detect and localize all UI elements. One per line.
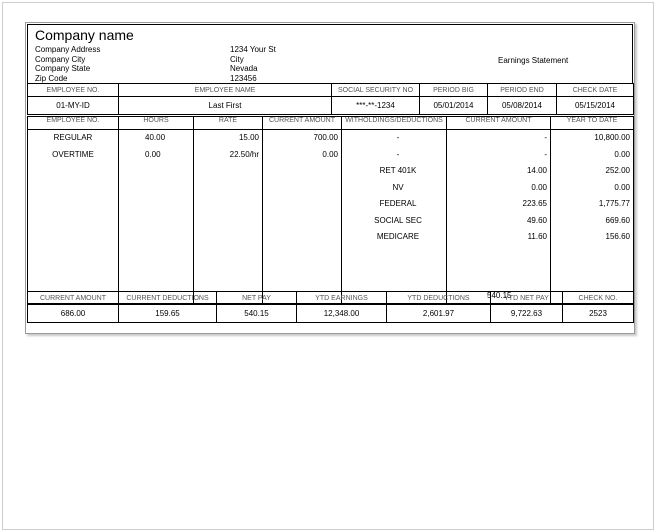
check-date-label: CHECK DATE xyxy=(557,84,634,97)
earn-amount-column xyxy=(263,130,342,304)
rate-overtime: 22.50/hr xyxy=(229,149,259,159)
employee-name: Last First xyxy=(119,97,332,115)
deductions-header: WITHOLDINGS/DEDUCTIONS xyxy=(342,117,447,130)
deduction-name: NV xyxy=(392,182,404,192)
ytd-header: YEAR TO DATE xyxy=(551,117,634,130)
ytd-column xyxy=(551,130,634,304)
total-current-deductions-label: CURRENT DEDUCTIONS xyxy=(119,292,217,305)
company-address-label: Company Address xyxy=(35,45,101,54)
hours-header: HOURS xyxy=(119,117,194,130)
deduction-current: 223.65 xyxy=(522,199,547,208)
ytd-deductions: 2,601.97 xyxy=(387,305,491,323)
net-pay-label: NET PAY xyxy=(217,292,297,305)
earn-amount-header: CURRENT AMOUNT xyxy=(263,117,342,130)
company-name: Company name xyxy=(35,27,134,43)
amount-regular: 700.00 xyxy=(313,133,338,142)
earn-type-column xyxy=(28,130,119,304)
deduction-current: - xyxy=(544,149,547,159)
employee-name-label: EMPLOYEE NAME xyxy=(119,84,332,97)
total-current-deductions: 159.65 xyxy=(119,305,217,323)
check-date: 05/15/2014 xyxy=(557,97,634,115)
deduction-name: - xyxy=(396,133,400,142)
deduction-current: 11.60 xyxy=(527,232,547,241)
rate-header: RATE xyxy=(194,117,263,130)
deduction-names-column xyxy=(342,130,447,304)
deduction-current-column xyxy=(447,130,551,304)
company-header xyxy=(27,24,633,84)
ytd-net-pay-label: YTD NET PAY xyxy=(491,292,563,305)
earnings-table xyxy=(27,116,634,304)
deduction-current: 14.00 xyxy=(526,166,547,175)
hours-column xyxy=(119,130,194,304)
amount-overtime: 0.00 xyxy=(322,149,338,159)
totals-table xyxy=(27,291,634,323)
deduction-current: - xyxy=(544,133,547,142)
company-city: City xyxy=(230,54,244,64)
deduction-name: FEDERAL xyxy=(379,199,417,208)
company-labels xyxy=(35,45,100,83)
deduction-current: 49.60 xyxy=(526,215,547,225)
rate-regular: 15.00 xyxy=(238,133,259,142)
check-no-label: CHECK NO. xyxy=(563,292,634,305)
employee-no: 01-MY-ID xyxy=(28,97,119,115)
period-begin: 05/01/2014 xyxy=(420,97,488,115)
employee-no-label: EMPLOYEE NO. xyxy=(28,84,119,97)
ssn-label: SOCIAL SECURITY NO xyxy=(332,84,420,97)
company-address: 1234 Your St xyxy=(230,45,276,54)
company-values xyxy=(230,45,276,83)
deduction-ytd: 0.00 xyxy=(614,149,630,159)
hours-overtime: 0.00 xyxy=(145,149,161,159)
earn-type-header: EMPLOYEE NO. xyxy=(28,117,119,130)
ded-amount-header: CURRENT AMOUNT xyxy=(447,117,551,130)
deduction-name: RET 401K xyxy=(379,166,417,175)
ytd-earnings-label: YTD EARNINGS xyxy=(297,292,387,305)
rate-column xyxy=(194,130,263,304)
ytd-deductions-label: YTD DEDUCTIONS xyxy=(387,292,491,305)
zip-code-label: Zip Code xyxy=(35,73,68,83)
deduction-ytd: 156.60 xyxy=(605,232,630,241)
ssn: ***-**-1234 xyxy=(332,97,420,115)
net-current-amount: 540.15 xyxy=(487,291,512,300)
period-end: 05/08/2014 xyxy=(488,97,557,115)
company-state: Nevada xyxy=(230,64,258,73)
statement-title: Earnings Statement xyxy=(498,56,569,65)
total-current-amount: 686.00 xyxy=(28,305,119,323)
check-no: 2523 xyxy=(563,305,634,323)
deduction-name: MEDICARE xyxy=(376,232,420,241)
deduction-ytd: 0.00 xyxy=(614,182,630,192)
company-zip: 123456 xyxy=(230,73,257,83)
period-end-label: PERIOD END xyxy=(488,84,557,97)
deduction-ytd: 1,775.77 xyxy=(598,199,630,208)
ytd-net-pay: 9,722.63 xyxy=(491,305,563,323)
earn-type-regular: REGULAR xyxy=(53,133,93,142)
net-pay: 540.15 xyxy=(217,305,297,323)
deduction-name: SOCIAL SEC xyxy=(374,215,422,225)
employee-info-table xyxy=(27,83,634,115)
total-current-amount-label: CURRENT AMOUNT xyxy=(28,292,119,305)
company-city-label: Company City xyxy=(35,54,86,64)
deduction-ytd: 669.60 xyxy=(605,215,630,225)
deduction-name: - xyxy=(396,149,400,159)
company-state-label: Company State xyxy=(35,64,91,73)
deduction-current: 0.00 xyxy=(531,182,547,192)
ytd-earnings: 12,348.00 xyxy=(297,305,387,323)
hours-regular: 40.00 xyxy=(145,133,166,142)
paystub-document xyxy=(25,22,635,334)
earn-type-overtime: OVERTIME xyxy=(52,149,94,159)
deduction-ytd: 10,800.00 xyxy=(594,133,630,142)
period-begin-label: PERIOD BIG xyxy=(420,84,488,97)
deduction-ytd: 252.00 xyxy=(605,166,630,175)
